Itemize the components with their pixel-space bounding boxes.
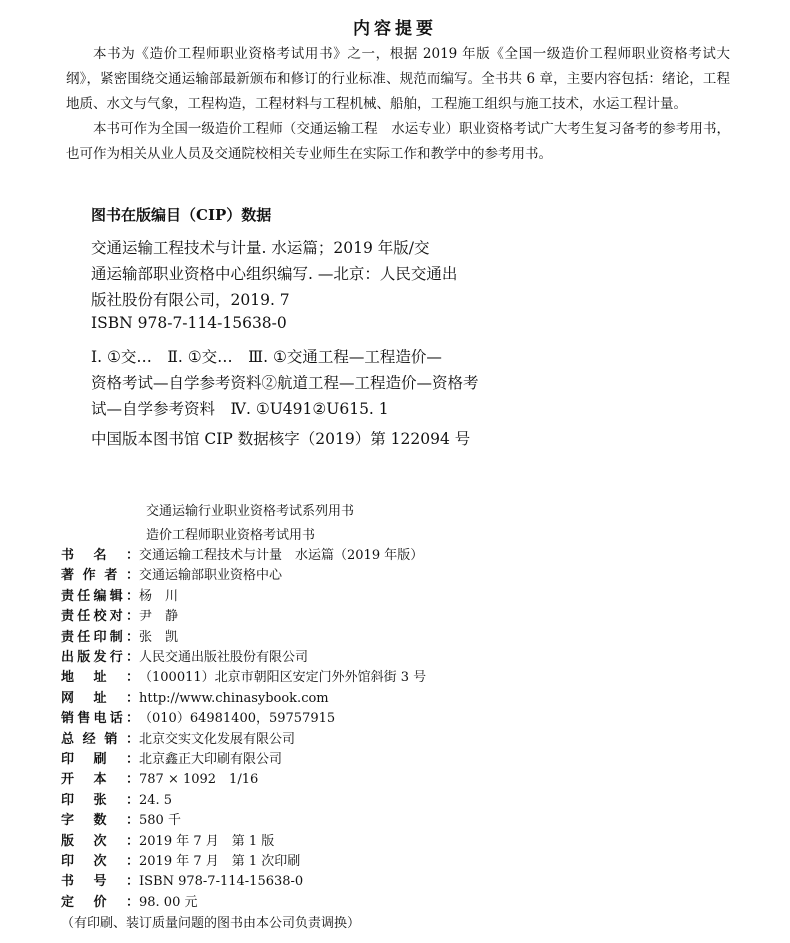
imprint-label: 出版发行： [61,650,139,665]
cip-classification: 试—自学参考资料 Ⅳ. ①U491②U615. 1 [91,400,389,418]
imprint-label: 印张： [61,792,139,808]
imprint-value: 人民交通出版社股份有限公司 [139,650,309,665]
imprint-label: 版次： [61,833,139,849]
cip-isbn: ISBN 978-7-114-15638-0 [91,314,287,332]
series-name: 造价工程师职业资格考试用书 [146,528,316,543]
imprint-label: 著作者： [61,568,139,584]
imprint-row [61,565,282,586]
imprint-value: 北京交实文化发展有限公司 [139,731,296,747]
imprint-value: http://www.chinasybook.com [139,690,329,706]
imprint-value: 交通运输部职业资格中心 [139,568,283,584]
imprint-row [61,769,258,790]
imprint-value: 杨 川 [139,588,179,604]
imprint-value: 98. 00 元 [139,894,198,910]
imprint-label: 字数： [61,813,139,829]
imprint-row [61,606,178,627]
imprint-row [61,708,335,729]
imprint-row [61,586,178,607]
imprint-label: 定价： [61,894,139,910]
imprint-row [61,831,274,852]
imprint-row [61,688,329,709]
imprint-label: 责任印制： [61,629,139,645]
imprint-label: 责任编辑： [61,588,139,604]
cip-line: 通运输部职业资格中心组织编写. —北京：人民交通出 [91,265,458,283]
imprint-value: 交通运输工程技术与计量 水运篇（2019 年版） [139,548,424,563]
imprint-row [61,627,178,648]
cip-line: 交通运输工程技术与计量. 水运篇；2019 年版/交 [91,239,430,257]
imprint-value: 2019 年 7 月 第 1 版 [139,833,275,849]
imprint-row [61,851,300,872]
cip-line: 版社股份有限公司，2019. 7 [91,291,290,309]
imprint-label: 责任校对： [61,609,139,625]
imprint-row [61,647,308,668]
imprint-label: 地址： [61,670,139,686]
imprint-value: 24. 5 [139,792,173,808]
series-name: 交通运输行业职业资格考试系列用书 [146,504,355,519]
imprint-label: 销售电话： [61,711,139,727]
imprint-value: 2019 年 7 月 第 1 次印刷 [139,854,301,869]
imprint-row [61,729,295,750]
cip-heading: 图书在版编目（CIP）数据 [91,206,272,224]
imprint-label: 开本： [61,772,139,788]
imprint-value: 580 千 [139,813,181,829]
imprint-value: （010）64981400，59757915 [139,711,336,727]
imprint-row [61,667,426,688]
summary-paragraph-1: 本书为《造价工程师职业资格考试用书》之一，根据 2019 年版《全国一级造价工程师职业资格考试大纲》，紧密围绕交通运输部最新颁布和修订的行业标准、规范而编写。全书共 6 章，主要内容包括：绪论，工程地质、水文与气象，工程构造，工程材料与工程机械、船舶，工程施工组织与施工技术，水运工程计量。 [66,46,730,112]
imprint-value: 787 × 1092 1/16 [139,772,259,788]
imprint-row [61,749,282,770]
imprint-label: 总经销： [61,731,139,747]
imprint-row [61,871,303,892]
imprint-label: 书号： [61,874,139,890]
imprint-value: ISBN 978-7-114-15638-0 [139,874,304,890]
cip-record-number: 中国版本图书馆 CIP 数据核字（2019）第 122094 号 [91,430,471,448]
imprint-value: 张 凯 [139,629,179,645]
imprint-row [61,892,197,913]
imprint-value: （100011）北京市朝阳区安定门外外馆斜街 3 号 [139,670,427,686]
imprint-label: 书名： [61,548,139,563]
imprint-label: 印刷： [61,752,139,767]
imprint-value: 尹 静 [139,609,179,625]
imprint-label: 网址： [61,690,139,706]
summary-paragraph-2: 本书可作为全国一级造价工程师（交通运输工程 水运专业）职业资格考试广大考生复习备考的参考用书，也可作为相关从业人员及交通院校相关专业师生在实际工作和教学中的参考用书。 [66,121,730,162]
footer-note: （有印刷、装订质量问题的图书由本公司负责调换） [61,916,361,931]
imprint-row [61,810,181,831]
imprint-label: 印次： [61,854,139,869]
imprint-value: 北京鑫正大印刷有限公司 [139,752,283,767]
imprint-row [61,790,172,811]
cip-classification: Ⅰ. ①交… Ⅱ. ①交… Ⅲ. ①交通工程—工程造价— [91,348,442,366]
imprint-row [61,545,423,566]
summary-title: 内容提要 [353,19,437,39]
cip-classification: 资格考试—自学参考资料②航道工程—工程造价—资格考 [91,374,479,392]
